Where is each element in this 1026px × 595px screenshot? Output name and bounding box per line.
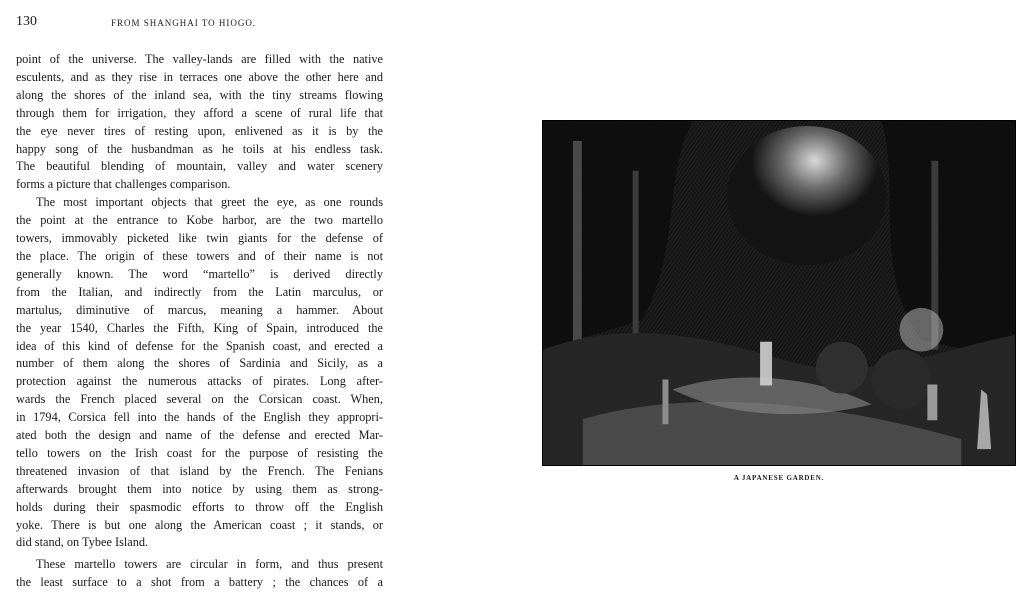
text-line: the eye never tires of resting upon, enlivened as it is by the xyxy=(16,123,383,138)
text-line: along the shores of the inland sea, with the tiny streams flowing xyxy=(16,87,383,102)
text-line: esculents, and as they rise in terraces one above the other here and xyxy=(16,69,383,84)
text-line: number of them along the shores of Sardinia and Sicily, as a xyxy=(16,356,383,371)
right-page xyxy=(400,0,1026,595)
text-line: from the Italian, and indirectly from the Latin marculus, or xyxy=(16,284,383,299)
garden-engraving xyxy=(542,120,1016,466)
text-line: did stand, on Tybee Island. xyxy=(16,535,149,550)
text-line: wards the French placed several on the Corsican coast. When, xyxy=(16,392,383,407)
text-line: The most important objects that greet the eye, as one rounds xyxy=(36,195,383,210)
text-line: protection against the numerous attacks of pirates. Long after- xyxy=(16,374,383,389)
text-line: tello towers on the Irish coast for the purpose of resisting the xyxy=(16,445,383,460)
text-line: forms a picture that challenges comparison. xyxy=(16,177,231,192)
garden-engraving-art xyxy=(543,121,1015,465)
text-line: idea of this kind of defense for the Spanish coast, and erected a xyxy=(16,338,383,353)
text-line: point of the universe. The valley-lands are filled with the native xyxy=(16,52,383,66)
figure-caption: A JAPANESE GARDEN. xyxy=(733,474,825,482)
text-line: the year 1540, Charles the Fifth, King of Spain, introduced the xyxy=(16,320,383,335)
text-line: the place. The origin of these towers and of their name is not xyxy=(16,248,383,263)
running-title: FROM SHANGHAI TO HIOGO. xyxy=(111,18,257,28)
text-line: through them for irrigation, they afford a scene of rural life that xyxy=(16,105,383,120)
page-number: 130 xyxy=(16,14,37,29)
text-line: holds during their spasmodic efforts to throw off the English xyxy=(16,499,383,514)
text-line: ated both the design and name of the defense and erected Mar- xyxy=(16,428,383,443)
text-line: towers, immovably picketed like twin giants for the defense of xyxy=(16,231,383,246)
text-line: the point at the entrance to Kobe harbor, are the two martello xyxy=(16,213,383,228)
text-line: generally known. The word “martello” is derived directly xyxy=(16,266,383,281)
text-line: These martello towers are circular in form, and thus present xyxy=(36,557,383,572)
left-page xyxy=(0,0,400,595)
text-line: martulus, diminutive of marcus, meaning a hammer. About xyxy=(16,302,383,317)
text-line: happy song of the husbandman as he toils at his endless task. xyxy=(16,141,383,156)
body-text xyxy=(16,51,383,592)
text-line: threatened invasion of that island by the French. The Fenians xyxy=(16,463,383,478)
text-line: the least surface to a shot from a battery ; the chances of a xyxy=(16,575,383,590)
text-line: afterwards brought them into notice by using them as strong- xyxy=(16,481,383,496)
text-line: The beautiful blending of mountain, valley and water scenery xyxy=(16,159,383,174)
text-line: yoke. There is but one along the American coast ; it stands, or xyxy=(16,517,383,532)
text-line: in 1794, Corsica fell into the hands of the English they appropri- xyxy=(16,410,383,425)
running-head xyxy=(16,14,386,34)
